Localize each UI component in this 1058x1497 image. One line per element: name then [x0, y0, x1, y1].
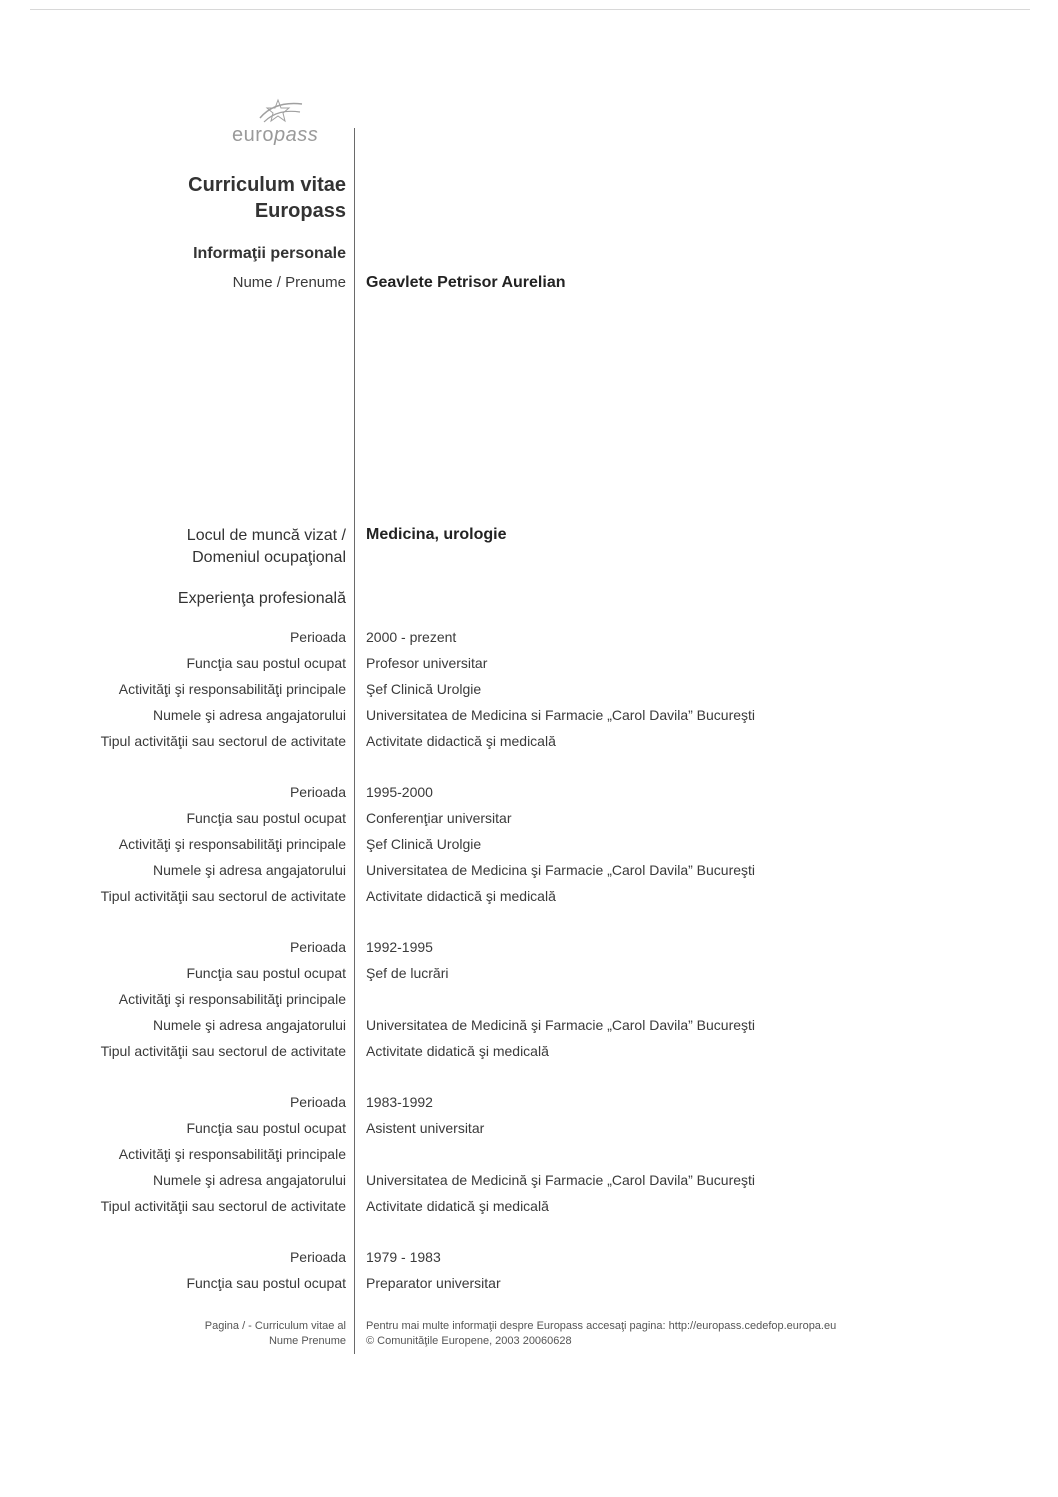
- position-value: Asistent universitar: [366, 1120, 485, 1136]
- position-value: Profesor universitar: [366, 655, 488, 671]
- cv-title-line1: Curriculum vitae: [188, 174, 346, 196]
- logo-suffix: pass: [274, 124, 319, 146]
- footer-page-label: Pagina / - Curriculum vitae al: [204, 1320, 346, 1332]
- period-label: Perioada: [289, 784, 346, 800]
- europass-logo: [232, 96, 357, 152]
- name-label: Nume / Prenume: [232, 274, 346, 291]
- employer-label: Numele şi adresa angajatorului: [153, 862, 346, 878]
- period-label: Perioada: [289, 1249, 346, 1265]
- employer-value: Universitatea de Medicină şi Farmacie „Carol Davila” Bucureşti: [366, 1017, 756, 1033]
- sector-value: Activitate didactică şi medicală: [366, 888, 556, 904]
- footer-copyright: © Comunităţile Europene, 2003 20060628: [366, 1335, 572, 1347]
- sector-label: Tipul activităţii sau sectorul de activitate: [100, 1198, 346, 1214]
- sector-label: Tipul activităţii sau sectorul de activitate: [100, 888, 346, 904]
- position-label: Funcţia sau postul ocupat: [186, 1120, 346, 1136]
- europass-stars-icon: [252, 96, 312, 126]
- europass-wordmark: [232, 124, 318, 147]
- position-value: Conferenţiar universitar: [366, 810, 512, 826]
- occupation-label-line2: Domeniul ocupaţional: [192, 549, 346, 566]
- logo-prefix: euro: [232, 124, 275, 146]
- sector-value: Activitate didactică şi medicală: [366, 733, 556, 749]
- cv-title-line2: Europass: [254, 200, 346, 222]
- occupation-label-line1: Locul de muncă vizat /: [186, 527, 346, 544]
- sector-label: Tipul activităţii sau sectorul de activitate: [100, 733, 346, 749]
- period-label: Perioada: [289, 629, 346, 645]
- employer-label: Numele şi adresa angajatorului: [153, 707, 346, 723]
- experience-heading: Experienţa profesională: [177, 590, 346, 607]
- position-label: Funcţia sau postul ocupat: [186, 1275, 346, 1291]
- column-divider: [354, 128, 355, 1354]
- employer-value: Universitatea de Medicină şi Farmacie „Carol Davila” Bucureşti: [366, 1172, 756, 1188]
- period-value: 1979 - 1983: [366, 1249, 441, 1265]
- responsibilities-label: Activităţi şi responsabilităţi principale: [118, 836, 346, 852]
- employer-label: Numele şi adresa angajatorului: [153, 1017, 346, 1033]
- position-label: Funcţia sau postul ocupat: [186, 965, 346, 981]
- sector-label: Tipul activităţii sau sectorul de activitate: [100, 1043, 346, 1059]
- employer-value: Universitatea de Medicina şi Farmacie „Carol Davila” Bucureşti: [366, 862, 756, 878]
- period-value: 2000 - prezent: [366, 629, 457, 645]
- footer-name-label: Nume Prenume: [268, 1335, 346, 1347]
- employer-label: Numele şi adresa angajatorului: [153, 1172, 346, 1188]
- sector-value: Activitate didatică şi medicală: [366, 1043, 549, 1059]
- footer-europass-info: Pentru mai multe informaţii despre Europass accesaţi pagina: http://europass.cedefop.europa.eu: [366, 1320, 837, 1332]
- name-value: Geavlete Petrisor Aurelian: [366, 274, 566, 291]
- personal-info-heading: Informaţii personale: [193, 245, 346, 262]
- employer-value: Universitatea de Medicina si Farmacie „Carol Davila” Bucureşti: [366, 707, 756, 723]
- position-label: Funcţia sau postul ocupat: [186, 810, 346, 826]
- sector-value: Activitate didatică şi medicală: [366, 1198, 549, 1214]
- period-value: 1992-1995: [366, 939, 433, 955]
- scan-top-edge: [30, 9, 1030, 10]
- occupation-value: Medicina, urologie: [366, 526, 507, 543]
- responsibilities-value: Şef Clinică Urolgie: [366, 836, 482, 852]
- period-label: Perioada: [289, 1094, 346, 1110]
- responsibilities-value: Şef Clinică Urolgie: [366, 681, 482, 697]
- position-value: Preparator universitar: [366, 1275, 501, 1291]
- responsibilities-label: Activităţi şi responsabilităţi principale: [118, 681, 346, 697]
- responsibilities-label: Activităţi şi responsabilităţi principale: [118, 1146, 346, 1162]
- position-label: Funcţia sau postul ocupat: [186, 655, 346, 671]
- period-value: 1983-1992: [366, 1094, 433, 1110]
- responsibilities-label: Activităţi şi responsabilităţi principale: [118, 991, 346, 1007]
- position-value: Şef de lucrări: [366, 965, 449, 981]
- period-label: Perioada: [289, 939, 346, 955]
- period-value: 1995-2000: [366, 784, 433, 800]
